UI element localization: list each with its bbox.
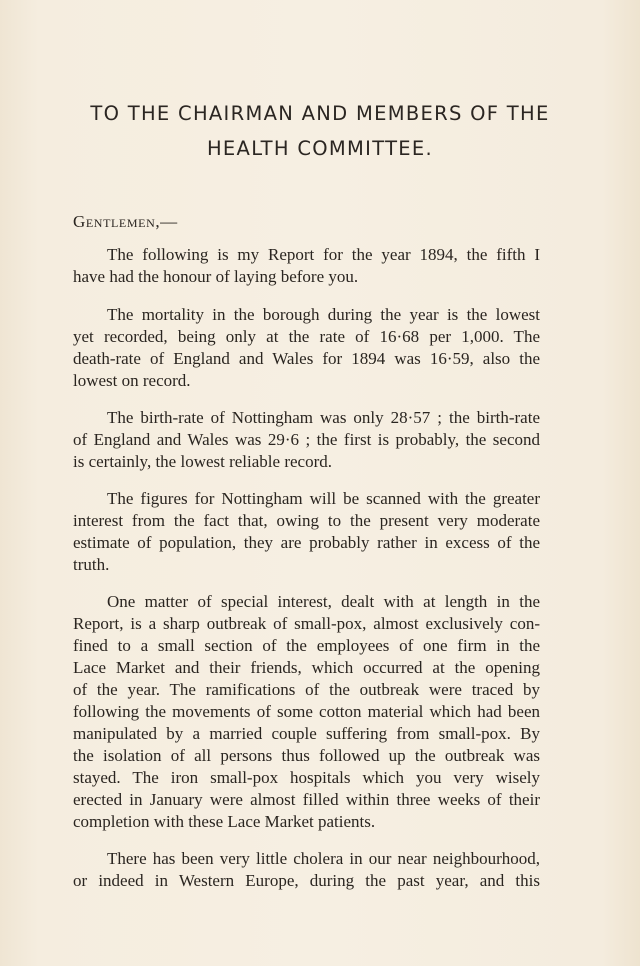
paragraph-5-line-4: Lace Market and their friends, which occurred at the opening bbox=[73, 658, 540, 677]
title-line-2: HEALTH COMMITTEE. bbox=[206, 137, 434, 160]
paragraph-5-line-8: the isolation of all persons thus followed up the outbreak was bbox=[73, 746, 540, 765]
paragraph-4-line-2: interest from the fact that, owing to the present very moderate bbox=[73, 511, 540, 530]
paragraph-5-line-11: completion with these Lace Market patients. bbox=[73, 812, 376, 831]
paragraph-3-line-3: is certainly, the lowest reliable record. bbox=[73, 452, 332, 471]
title-line-1: TO THE CHAIRMAN AND MEMBERS OF THE bbox=[90, 102, 550, 125]
paragraph-5-line-2: Report, is a sharp outbreak of small-pox, almost exclusively con- bbox=[73, 614, 540, 633]
paragraph-6-line-1: There has been very little cholera in our near neighbourhood, bbox=[107, 849, 540, 868]
salutation: Gentlemen,— bbox=[73, 212, 178, 231]
paragraph-5-line-1: One matter of special interest, dealt with at length in the bbox=[107, 592, 540, 611]
paragraph-6-line-2: or indeed in Western Europe, during the past year, and this bbox=[73, 871, 540, 890]
paragraph-2-line-4: lowest on record. bbox=[73, 371, 191, 390]
paragraph-2-line-2: yet recorded, being only at the rate of 16·68 per 1,000. The bbox=[73, 327, 540, 346]
paragraph-1-line-2: have had the honour of laying before you. bbox=[73, 267, 359, 286]
paragraph-2-line-3: death-rate of England and Wales for 1894 was 16·59, also the bbox=[73, 349, 540, 368]
paragraph-2-line-1: The mortality in the borough during the year is the lowest bbox=[107, 305, 540, 324]
paragraph-4-line-1: The figures for Nottingham will be scanned with the greater bbox=[107, 489, 540, 508]
paragraph-4-line-4: truth. bbox=[73, 555, 110, 574]
paragraph-5-line-3: fined to a small section of the employees of one firm in the bbox=[73, 636, 540, 655]
paragraph-3-line-1: The birth-rate of Nottingham was only 28·57 ; the birth-rate bbox=[107, 408, 540, 427]
paragraph-1-line-1: The following is my Report for the year 1894, the fifth I bbox=[107, 245, 540, 264]
paragraph-5-line-10: erected in January were almost filled within three weeks of their bbox=[73, 790, 540, 809]
paragraph-5-line-5: of the year. The ramifications of the outbreak were traced by bbox=[73, 680, 540, 699]
paragraph-5-line-9: stayed. The iron small-pox hospitals which you very wisely bbox=[73, 768, 540, 787]
paragraph-4-line-3: estimate of population, they are probably rather in excess of the bbox=[73, 533, 540, 552]
paragraph-5-line-7: manipulated by a married couple suffering from small-pox. By bbox=[73, 724, 540, 743]
paragraph-3-line-2: of England and Wales was 29·6 ; the first is probably, the second bbox=[73, 430, 540, 449]
paragraph-5-line-6: following the movements of some cotton material which had been bbox=[73, 702, 540, 721]
